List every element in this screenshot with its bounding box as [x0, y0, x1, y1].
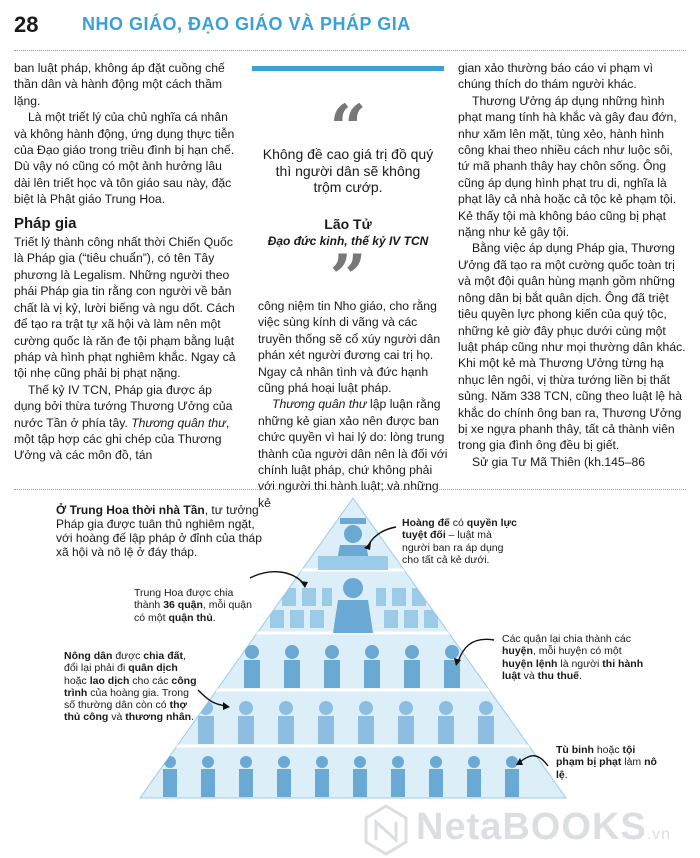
label-text: và: [108, 711, 126, 724]
label-bold: Hoàng đế: [402, 517, 450, 529]
label-text: , mỗi huyện có một: [532, 645, 622, 658]
text-column-3: [458, 60, 686, 470]
label-bold: huyện lệnh: [502, 657, 558, 670]
label-bold: quận thủ: [168, 611, 213, 624]
close-quote-mark: ”: [329, 241, 367, 316]
label-bold: thợ thủ công: [64, 699, 187, 724]
chapter-title: NHO GIÁO, ĐẠO GIÁO VÀ PHÁP GIA: [82, 14, 411, 34]
open-quote-mark: “: [329, 91, 367, 166]
label-text: của hoàng gia. Trong số thường dân còn có: [64, 686, 189, 712]
paragraph: Bằng việc áp dụng Pháp gia, Thương Ưởng đã tạo ra một cường quốc toàn trị và một đội quân hùng mạnh gồm những nông dân bị bắt quân dịch. Ông đã triệt tiêu quyền lực phong kiến của quý tộc, những kẻ giờ đây phục dưới cùng một luật pháp cũng như mọi thường dân khác. Khi một kẻ mà Thương Ưởng từng hạ nhục lên ngôi, vị thừa tướng liền bị thất sủng. Năm 338 TCN, cũng theo luật lệ hà khắc do chính ông ban ra, Thương Ưởng bị xe ngựa phanh thây, tất cả thành viên trong gia đình ông đều bị giết.: [458, 241, 686, 453]
label-bold: Tù binh: [556, 744, 594, 756]
quote-author: Lão Tử: [324, 216, 372, 232]
label-emperor: [402, 517, 520, 566]
watermark-text: [416, 806, 671, 849]
label-huyen: [502, 633, 652, 682]
watermark: [360, 800, 690, 856]
label-bold: thương nhân: [125, 711, 192, 724]
label-text: là người: [557, 657, 603, 670]
label-nongdan: [64, 650, 202, 724]
paragraph: ban luật pháp, không áp đặt cuồng chế thần dân và hành động một cách thầm lặng.: [14, 61, 225, 108]
label-text: cho các: [129, 674, 172, 687]
label-quan: [134, 587, 252, 624]
intro-text: , tư tưởng Pháp gia được tuân thủ nghiêm ngặt, với hoàng đế lập pháp ở đỉnh của tháp xã hội và nô lệ ở đáy tháp.: [56, 503, 262, 559]
label-bold: lao dịch: [89, 674, 130, 687]
paragraph: Sử gia Tư Mã Thiên (kh.145–86: [472, 454, 646, 469]
label-bold: quân dịch: [128, 662, 178, 675]
label-bold: thu thuế: [537, 669, 580, 682]
watermark-name: NetaBOOKS: [416, 806, 647, 848]
quote-text: Không đề cao giá trị đồ quý thì người dân sẽ không trộm cướp.: [262, 146, 434, 195]
header-rule: [14, 50, 686, 51]
label-bold: tội phạm bị phạt: [556, 744, 636, 769]
label-bold: chia đất: [143, 650, 183, 662]
label-text: .: [191, 711, 194, 724]
label-text: Các quận lại chia thành các: [502, 633, 631, 645]
label-bold: công trình: [64, 674, 197, 699]
label-bold: thi hành luật: [502, 657, 644, 682]
label-text: hoặc: [64, 674, 90, 687]
quote-source: Đạo đức kinh, thế kỷ IV TCN: [267, 234, 429, 248]
intro-bold: Ở Trung Hoa thời nhà Tần: [56, 503, 205, 517]
text-column-2: [258, 298, 448, 511]
paragraph: Thương Ưởng áp dụng những hình phạt mang tính hà khắc và gây đau đớn, như xăm lên mặt, tùng xẻo, hành hình công khai theo nhiều cách như luộc sôi, tứ mã phanh thây hay chôn sống. Ông cũng áp dụng hình phạt tru di, nghĩa là phạt lây cả nhà hoặc cả tộc kẻ phạm tội. Kẻ thấy tội mà không báo cũng bị phạt nặng như kẻ gây tội.: [458, 93, 677, 240]
paragraph: Là một triết lý của chủ nghĩa cá nhân và không hành động, ứng dụng thực tiễn của Đạo giáo trong triều đình bị hạn chế. Dù vậy nó cũng có một ảnh hưởng lâu dài lên triết học và tôn giáo sau này, đặc biệt là Phật giáo Trung Hoa.: [14, 110, 235, 207]
page-number: 28: [14, 12, 39, 37]
label-text: được: [112, 650, 144, 662]
label-bold: nô lệ: [556, 756, 657, 781]
label-text: .: [564, 768, 568, 781]
paragraph: công niệm tin Nho giáo, cho rằng việc sùng kính di vãng và các truyền thống sẽ cổ xúy người dân phán xét người đương cai trị họ. Ngay cả nhân tình và đức hạnh cũng phá hoại luật pháp.: [258, 299, 441, 396]
book-title: Thương quân thư: [131, 415, 226, 430]
label-bold: Nông dân: [64, 650, 113, 662]
watermark-suffix: .vn: [646, 826, 672, 843]
book-title: Thương quân thư: [272, 397, 367, 412]
label-text: làm: [621, 756, 645, 769]
paragraph: gian xảo thường báo cáo vi phạm vì chúng thích do thám người khác.: [458, 61, 654, 92]
paragraph: Triết lý thành công nhất thời Chiến Quốc là Pháp gia (“tiêu chuẩn”), có tên Tây phương là Legalism. Những người theo phái Pháp gia tin rằng con người về bản chất là vị kỷ, lười biếng và ngu dốt. Cách để tạo ra trật tự xã hội và làm nên một cường quốc là răn đe tội phạm bằng luật pháp và hình phạt nghiêm khắc. Ngay cả tội nhẹ cũng phải bị phạt nặng.: [14, 235, 236, 381]
label-bold: huyện: [502, 645, 533, 658]
label-text: hoặc: [593, 744, 623, 756]
label-tubinh: [556, 744, 666, 781]
section-heading: Pháp gia: [14, 214, 77, 232]
label-text: .: [212, 611, 216, 624]
label-bold: quyền lực tuyệt đối: [402, 517, 517, 542]
text-run: Thế kỷ IV TCN, Pháp gia được áp dụng bởi thừa tướng Thương Ưởng của nước Tần ở phía tây.: [14, 382, 233, 430]
text-run: lập luận rằng những kẻ gian xảo nên được ban chức quyền vì hai lý do: lòng trung thành của người dân nên là đối với chính luật pháp, chứ không phải với người thi hành luật; và những kẻ: [258, 397, 448, 510]
label-text: Trung Hoa được chia thành: [134, 587, 234, 612]
label-text: và: [520, 669, 538, 682]
label-text: , đổi lại phải đi: [64, 650, 186, 675]
text-column-1: [14, 60, 240, 464]
pull-quote: [252, 66, 444, 316]
label-text: .: [579, 669, 582, 682]
text-run: , một tập hợp các ghi chép của Thương Ưởng và các môn đồ, tán: [14, 415, 230, 463]
label-text: có: [449, 517, 467, 529]
label-text: , mỗi quận có một: [134, 599, 252, 624]
paragraph: [14, 382, 240, 464]
label-bold: 36 quận: [163, 599, 203, 612]
label-text: – luật mà người ban ra áp dụng cho tất cả kẻ dưới.: [402, 529, 504, 566]
